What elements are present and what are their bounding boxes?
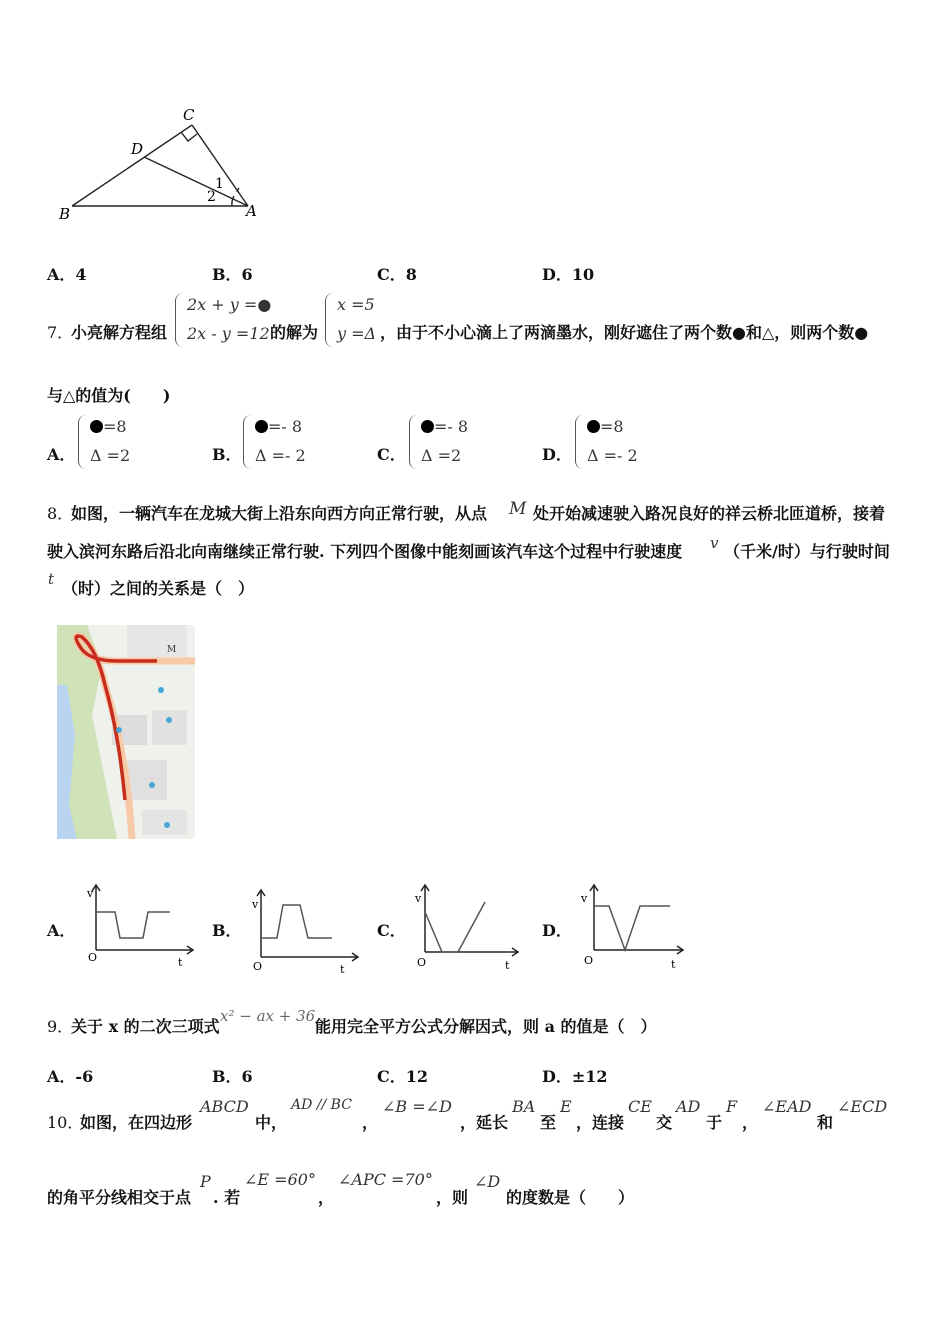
q9-option-b[interactable]: B．6 <box>212 1067 253 1086</box>
triangle-figure <box>50 100 280 225</box>
q7-system-2 <box>325 293 385 347</box>
axis-t-a: t <box>178 956 183 969</box>
q9-suffix: 能用完全平方公式分解因式，则 a 的值是（ ） <box>315 1017 657 1036</box>
q7-option-c-letter[interactable]: C． <box>377 445 406 464</box>
q10-math-angle-e: ∠E =60° <box>244 1170 316 1189</box>
q8-option-a-letter[interactable]: A． <box>47 921 76 940</box>
q9-option-c[interactable]: C．12 <box>377 1067 429 1086</box>
q8-line2a: 驶入滨河东路后沿北向南继续正常行驶. 下列四个图像中能刻画该汽车这个过程中行驶速度 <box>47 542 683 561</box>
q8-line2b: （千米/时）与行驶时间 <box>724 542 890 561</box>
q10-text-7: 交 <box>656 1113 673 1132</box>
q7-line2: 与△的值为( ) <box>47 386 171 405</box>
q8-var-t: t <box>48 570 55 588</box>
q10-math-angle-b-d: ∠B =∠D <box>382 1097 452 1116</box>
q10-math-angle-apc: ∠APC =70° <box>338 1170 433 1189</box>
q7-option-c[interactable]: =- 8 Δ =2 <box>409 415 489 469</box>
q8-var-m: M <box>509 499 527 519</box>
axis-v-a: v <box>87 887 94 900</box>
q8-graph-b[interactable] <box>250 885 362 975</box>
q7-sys2-line2: y =Δ <box>337 324 377 343</box>
q8-line3: （时）之间的关系是（ ） <box>62 579 255 598</box>
q6-option-a[interactable]: A．4 <box>47 265 87 284</box>
q10-text-10: 和 <box>817 1113 834 1132</box>
q8-graph-a[interactable] <box>85 880 197 970</box>
q9-option-d[interactable]: D．±12 <box>542 1067 608 1086</box>
map-label-m: M <box>167 645 177 655</box>
ink-dot-icon <box>421 420 434 433</box>
q7-suffix: ，由于不小心滴上了两滴墨水，刚好遮住了两个数●和△，则两个数● <box>380 323 869 342</box>
q8-option-d-letter[interactable]: D． <box>542 921 572 940</box>
ink-dot-icon <box>587 420 600 433</box>
q10-text-4: ，延长 <box>460 1113 509 1132</box>
q10-text-9: ， <box>742 1113 759 1132</box>
route-map <box>57 625 195 839</box>
axis-v-d: v <box>581 892 588 905</box>
q9-option-a[interactable]: A．-6 <box>47 1067 94 1086</box>
q9-expression: x² − ax + 36 <box>220 1007 316 1025</box>
q8-line1a: 如图，一辆汽车在龙城大街上沿东向西方向正常行驶，从点 <box>71 504 488 523</box>
ink-dot-icon <box>90 420 103 433</box>
q10-math-p: P <box>200 1172 211 1191</box>
q6-option-c[interactable]: C．8 <box>377 265 417 284</box>
q8-option-b-letter[interactable]: B． <box>212 921 242 940</box>
q10-math-ce: CE <box>628 1097 652 1116</box>
axis-t-d: t <box>671 958 676 970</box>
q10-text-6: ，连接 <box>576 1113 625 1132</box>
axis-v-c: v <box>415 892 422 905</box>
axis-t-b: t <box>340 963 345 975</box>
q9-prefix: 关于 x 的二次三项式 <box>71 1017 220 1036</box>
q10-math-f: F <box>726 1097 738 1116</box>
q7-number: 7． <box>47 323 74 342</box>
q9-number: 9． <box>47 1017 74 1036</box>
q8-number: 8． <box>47 504 74 523</box>
label-angle-1: 1 <box>215 176 224 192</box>
label-a: A <box>246 202 257 220</box>
q10-text-2: 中， <box>255 1113 288 1132</box>
q8-line1b: 处开始减速驶入路况良好的祥云桥北匝道桥，接着 <box>533 504 886 523</box>
q8-graph-c[interactable] <box>410 880 522 970</box>
q8-graph-d[interactable] <box>575 880 687 970</box>
q7-mid: 的解为 <box>270 323 319 342</box>
q10-line2-b: . 若 <box>213 1188 241 1207</box>
q7-prefix: 小亮解方程组 <box>71 323 168 342</box>
q10-math-abcd: ABCD <box>200 1097 249 1116</box>
ink-dot-icon <box>255 420 268 433</box>
label-d: D <box>131 140 144 158</box>
q8-var-v: v <box>710 534 719 552</box>
q10-math-angle-ecd: ∠ECD <box>837 1097 888 1116</box>
label-angle-2: 2 <box>207 189 216 205</box>
axis-o-a: O <box>88 951 98 964</box>
q7-sys1-line1: 2x + y =● <box>187 295 272 314</box>
axis-t-c: t <box>505 959 510 970</box>
q10-text-8: 于 <box>706 1113 723 1132</box>
q10-math-ad: AD <box>676 1097 701 1116</box>
axis-v-b: v <box>252 898 259 911</box>
q10-line2-d: ，则 <box>436 1188 469 1207</box>
q10-math-ba: BA <box>512 1097 536 1116</box>
q10-text-1: 如图，在四边形 <box>80 1113 193 1132</box>
q7-sys2-line1: x =5 <box>337 295 375 314</box>
q7-option-a[interactable]: =8 Δ =2 <box>78 415 148 469</box>
q7-option-d[interactable]: =8 Δ =- 2 <box>575 415 655 469</box>
q10-math-parallel: AD // BC <box>291 1097 352 1113</box>
q10-math-e: E <box>560 1097 572 1116</box>
q10-text-5: 至 <box>540 1113 557 1132</box>
q10-math-angle-d: ∠D <box>474 1172 501 1191</box>
label-c: C <box>183 106 195 124</box>
q10-text-3: ， <box>362 1113 379 1132</box>
axis-o-c: O <box>417 956 427 969</box>
axis-o-d: O <box>584 954 594 967</box>
q7-option-b[interactable]: =- 8 Δ =- 2 <box>243 415 323 469</box>
q8-option-c-letter[interactable]: C． <box>377 921 406 940</box>
q7-option-d-letter[interactable]: D． <box>542 445 572 464</box>
q10-line2-c: ， <box>318 1188 335 1207</box>
axis-o-b: O <box>253 960 263 973</box>
q6-option-d[interactable]: D．10 <box>542 265 595 284</box>
q7-option-b-letter[interactable]: B． <box>212 445 242 464</box>
q7-sys1-line2: 2x - y =12 <box>187 324 270 343</box>
q6-option-b[interactable]: B．6 <box>212 265 253 284</box>
q10-line2-e: 的度数是（ ） <box>506 1188 635 1207</box>
q10-line2-a: 的角平分线相交于点 <box>47 1188 192 1207</box>
q7-system-1 <box>175 293 275 347</box>
q10-math-angle-ead: ∠EAD <box>762 1097 812 1116</box>
q7-option-a-letter[interactable]: A． <box>47 445 76 464</box>
q10-number: 10． <box>47 1113 84 1132</box>
label-b: B <box>59 205 71 223</box>
